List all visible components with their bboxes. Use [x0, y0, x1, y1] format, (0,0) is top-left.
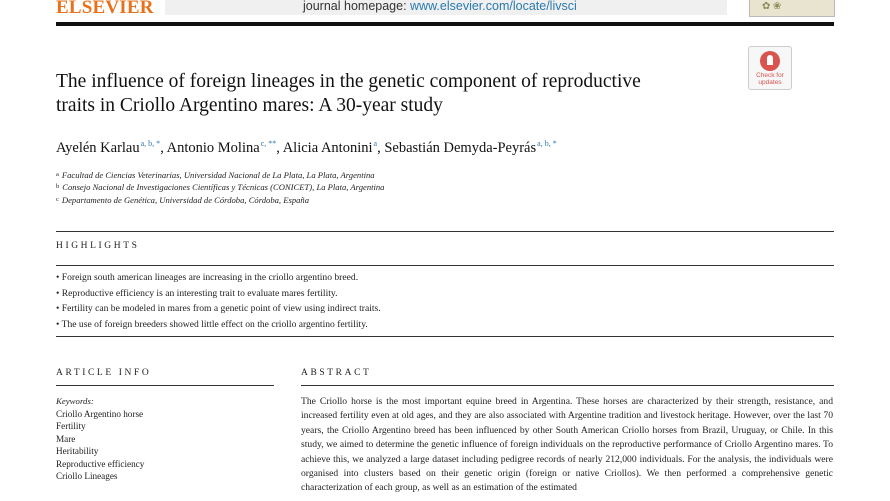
article-title — [56, 70, 736, 118]
highlights-heading: HIGHLIGHTS — [56, 241, 140, 251]
highlight-item: • The use of foreign breeders showed little effect on the criollo argentino fertility. — [56, 317, 381, 333]
author-affiliation-marker[interactable]: a, b, * — [140, 139, 161, 148]
title-line-2: traits in Criollo Argentino mares: A 30-year study — [56, 95, 443, 116]
title-line-1: The influence of foreign lineages in the genetic component of reproductive — [56, 71, 641, 92]
affiliation-item: $^c$ Departamento de Genética, Universidad de Córdoba, Córdoba, España — [56, 194, 310, 205]
check-for-updates-button[interactable] — [748, 46, 792, 90]
divider — [56, 265, 834, 266]
journal-homepage — [303, 0, 577, 13]
keyword-item[interactable]: Fertility — [56, 421, 86, 432]
author-affiliation-marker[interactable]: a, b, * — [537, 139, 557, 148]
divider — [56, 336, 834, 337]
highlight-item: • Fertility can be modeled in mares from a genetic point of view using indirect traits. — [56, 301, 381, 317]
highlight-item: • Foreign south american lineages are increasing in the criollo argentino breed. — [56, 270, 381, 286]
homepage-link[interactable]: www.elsevier.com/locate/livsci — [410, 0, 577, 13]
journal-cover-thumbnail — [749, 0, 835, 17]
author-name[interactable]: Sebastián Demyda-Peyrás — [384, 140, 537, 156]
header-rule — [56, 22, 834, 26]
article-info-heading: ARTICLE INFO — [56, 368, 152, 378]
abstract-body: The Criollo horse is the most important equine breed in Argentina. These horses are characterized by their strength, resistance, and increased fertility even at old ages, and they are also associated with Argentine tradition and livestock heritage. However, over the last 70 years, the Criollo Argentino breed has been influenced by other South American Criollo horses from Brazil, Uruguay, or Chile. In this study, we aimed to determine the genetic influence of foreign individuals on the reproductive performance of Criollo Argentino mares. To achieve this, we analyzed a large dataset including pedigree records of nearly 212,000 individuals. For the analysis, the individuals were organised into clusters based on their genetic origin (foreign or native Criollos). We then performed a comprehensive genetic characterization of each group, as well as an estimation of the estimated — [301, 396, 833, 494]
highlights-list — [56, 270, 381, 332]
keyword-item[interactable]: Reproductive efficiency — [56, 458, 145, 469]
check-for-updates-label: Check for updates — [756, 72, 784, 86]
affiliation-list — [56, 169, 384, 206]
keywords-list — [56, 408, 144, 482]
homepage-label: journal homepage: — [303, 0, 411, 13]
keyword-item[interactable]: Mare — [56, 433, 76, 444]
author-separator: , — [276, 140, 283, 156]
highlight-item: • Reproductive efficiency is an interesting trait to evaluate mares fertility. — [56, 286, 381, 302]
author-separator: , — [160, 140, 167, 156]
publisher-logo: ELSEVIER — [56, 0, 154, 18]
bookmark-icon — [760, 51, 780, 71]
divider — [56, 231, 834, 232]
keywords-label: Keywords: — [56, 396, 94, 406]
divider — [301, 385, 834, 386]
author-name[interactable]: Alicia Antonini — [282, 140, 373, 156]
affiliation-item: $^a$ Facultad de Ciencias Veterinarias, Universidad Nacional de La Plata, La Plata, Argentina — [56, 170, 375, 180]
affiliation-item: $^b$ Consejo Nacional de Investigaciones Científicas y Técnicas (CONICET), La Plata, Argentina — [56, 182, 385, 193]
author-list — [56, 139, 557, 157]
keyword-item[interactable]: Heritability — [56, 446, 99, 457]
keyword-item[interactable]: Criollo Argentino horse — [56, 409, 144, 419]
keyword-item[interactable]: Criollo Lineages — [56, 471, 118, 482]
author-name[interactable]: Antonio Molina — [166, 140, 260, 156]
author-separator: , — [377, 140, 385, 156]
divider — [56, 385, 274, 386]
cover-leaf-icon: ✿ ❀ — [762, 1, 782, 12]
author-affiliation-marker[interactable]: c, ** — [260, 139, 277, 148]
author-affiliation-marker[interactable]: a — [373, 139, 378, 148]
abstract-heading: ABSTRACT — [301, 368, 372, 378]
author-name[interactable]: Ayelén Karlau — [56, 140, 140, 156]
